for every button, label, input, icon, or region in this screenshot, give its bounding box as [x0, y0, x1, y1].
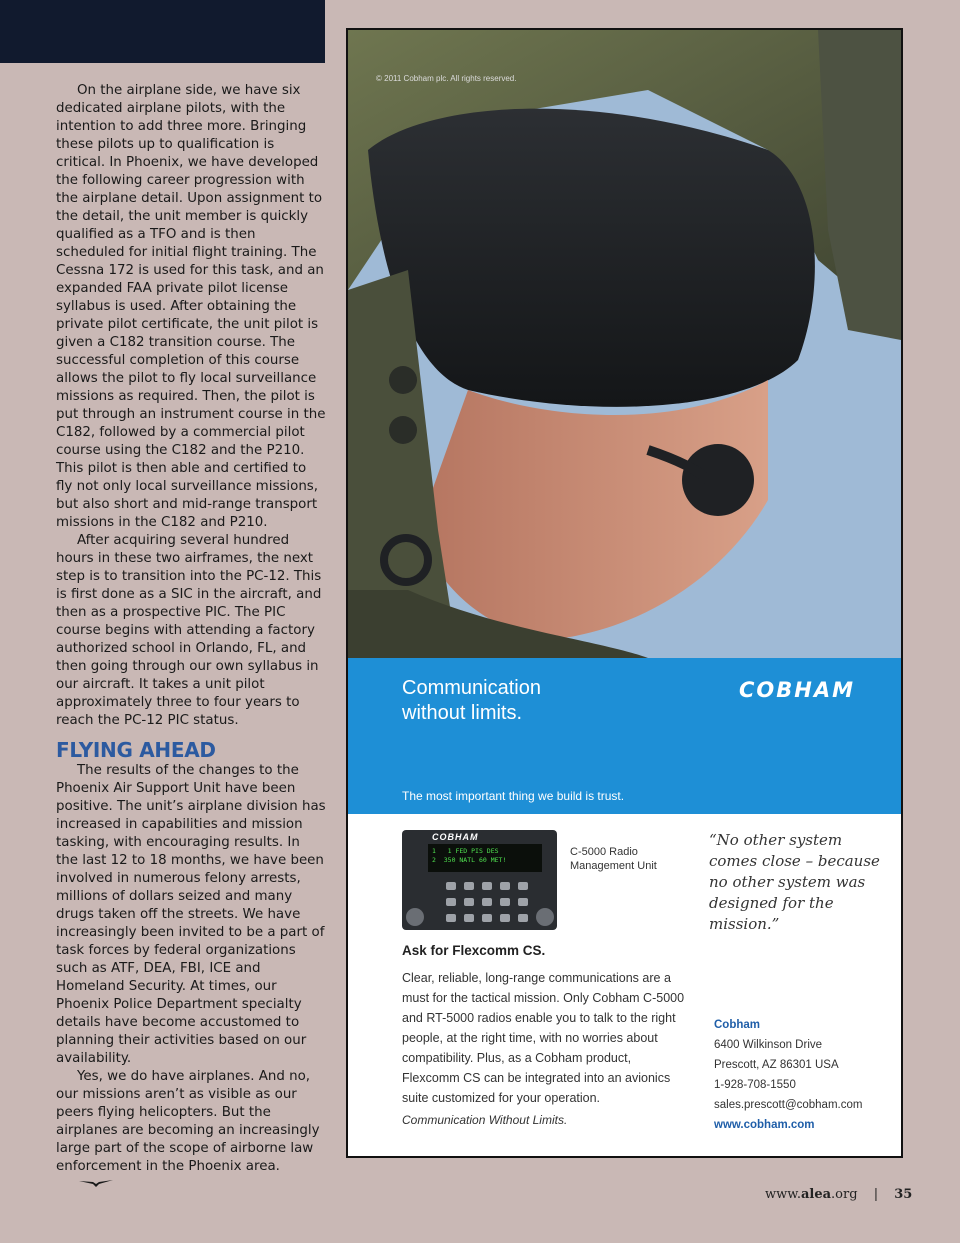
device-key: [464, 882, 474, 890]
device-key: [446, 914, 456, 922]
article-paragraph-text: Yes, we do have airplanes. And no, our missions aren’t as visible as our peers flying helicopters. But the airplanes are becoming an increasingly large part of the scope of airborne law enforcement in the Phoenix area.: [56, 1069, 320, 1174]
device-knob: [536, 908, 554, 926]
article-paragraph: On the airplane side, we have six dedicated airplane pilots, with the intention to add three more. Bringing these pilots up to qualification is critical. In Phoenix, we have developed the following career progression with the airplane detail. Upon assignment to the detail, the unit member is quickly qualified as a TFO and is then scheduled for initial flight training. The Cessna 172 is used for this task, and an expanded FAA private pilot license syllabus is used. After obtaining the private pilot certificate, the unit pilot is given a C182 transition course. The successful completion of this course allows the pilot to fly local surveillance missions as required. Then, the pilot is put through an instrument course in the C182, followed by a commercial pilot course using the C182 and the P210. This pilot is then able and certified to fly not only local surveillance missions, but also short and mid-range transport missions in the C182 and P210.: [56, 83, 326, 530]
article-paragraph: The results of the changes to the Phoenix Air Support Unit have been positive. The unit’s airplane division has increased in capabilities and mission tasking, with encouraging results. In the last 12 to 18 months, we have been involved in numerous felony arrests, millions of dollars seized and many drugs taken off the streets. We have increasingly been invited to be a part of task forces by federal organizations such as ATF, DEA, FBI, ICE and Homeland Security. At times, our Phoenix Police Department specialty details have become accustomed to planning their activities based on our availability.: [56, 763, 326, 1066]
radio-device-image: [402, 830, 557, 930]
pilot-photo: [348, 30, 901, 658]
site-url-name: alea: [800, 1187, 832, 1202]
device-key: [500, 898, 510, 906]
site-url[interactable]: [765, 1187, 858, 1202]
page-number: 35: [894, 1187, 913, 1202]
contact-name: Cobham: [714, 1019, 760, 1031]
device-logo: COBHAM: [432, 832, 479, 842]
article-paragraph: After acquiring several hundred hours in these two airframes, the next step is to transition into the PC-12. This is first done as a SIC in the aircraft, and then as a prospective PIC. The PIC course begins with attending a factory authorized school in Orlando, FL, and then going through our own syllabus in our aircraft. It takes a unit pilot approximately three to four years to reach the PC-12 PIC status.: [56, 533, 322, 728]
site-url-prefix: www.: [765, 1187, 801, 1202]
page-footer: [765, 1187, 912, 1202]
article-paragraph: [56, 1068, 326, 1195]
blue-tagline-band: [348, 658, 901, 814]
contact-city: Prescott, AZ 86301 USA: [714, 1059, 839, 1071]
contact-street: 6400 Wilkinson Drive: [714, 1039, 823, 1051]
ad-tagline: [402, 676, 541, 726]
ad-body-text: Clear, reliable, long-range communications are a must for the tactical mission. Only Cobham C-5000 and RT-5000 radios enable you to talk to the right people, at the right time, with no worries about compatibility. Plus, as a Cobham product, Flexcomm CS can be integrated into an avionics suite customized for your operation.: [402, 971, 685, 1105]
ad-headline: Ask for Flexcomm CS.: [402, 943, 546, 958]
device-caption: [570, 845, 657, 873]
contact-block: [714, 1015, 862, 1135]
section-heading: FLYING AHEAD: [56, 738, 216, 762]
device-key: [518, 882, 528, 890]
device-key: [482, 882, 492, 890]
header-bar: [0, 0, 325, 63]
device-key: [482, 898, 492, 906]
device-key: [464, 914, 474, 922]
device-key: [482, 914, 492, 922]
device-key: [518, 914, 528, 922]
site-url-suffix: .org: [831, 1187, 858, 1202]
pilot-illustration: [348, 30, 901, 658]
ad-quote: “No other system comes close – because no other system was designed for the mission.”: [709, 831, 880, 933]
device-caption-line: Management Unit: [570, 860, 657, 872]
device-knob: [406, 908, 424, 926]
wings-icon: [58, 1176, 113, 1194]
footer-separator: |: [873, 1187, 879, 1202]
device-key: [500, 882, 510, 890]
copyright-notice: © 2011 Cobham plc. All rights reserved.: [376, 74, 517, 83]
contact-website-link[interactable]: www.cobham.com: [714, 1119, 815, 1131]
tagline-line-1: Communication: [402, 677, 541, 699]
contact-phone: 1-928-708-1550: [714, 1079, 796, 1091]
device-key: [500, 914, 510, 922]
device-caption-line: C-5000 Radio: [570, 846, 638, 858]
device-key: [518, 898, 528, 906]
device-screen: 1 1 FED PIS DES 2 350 NATL 60 MET!: [428, 844, 542, 872]
device-key: [446, 898, 456, 906]
device-key: [446, 882, 456, 890]
cobham-advertisement: [346, 28, 903, 1158]
ad-signoff: Communication Without Limits.: [402, 1113, 568, 1127]
tagline-line-2: without limits.: [402, 702, 523, 724]
device-key: [464, 898, 474, 906]
trust-slogan: The most important thing we build is trust.: [402, 789, 625, 803]
article-column: [56, 82, 326, 1195]
cobham-logo: COBHAM: [739, 678, 855, 702]
contact-email[interactable]: sales.prescott@cobham.com: [714, 1099, 863, 1111]
